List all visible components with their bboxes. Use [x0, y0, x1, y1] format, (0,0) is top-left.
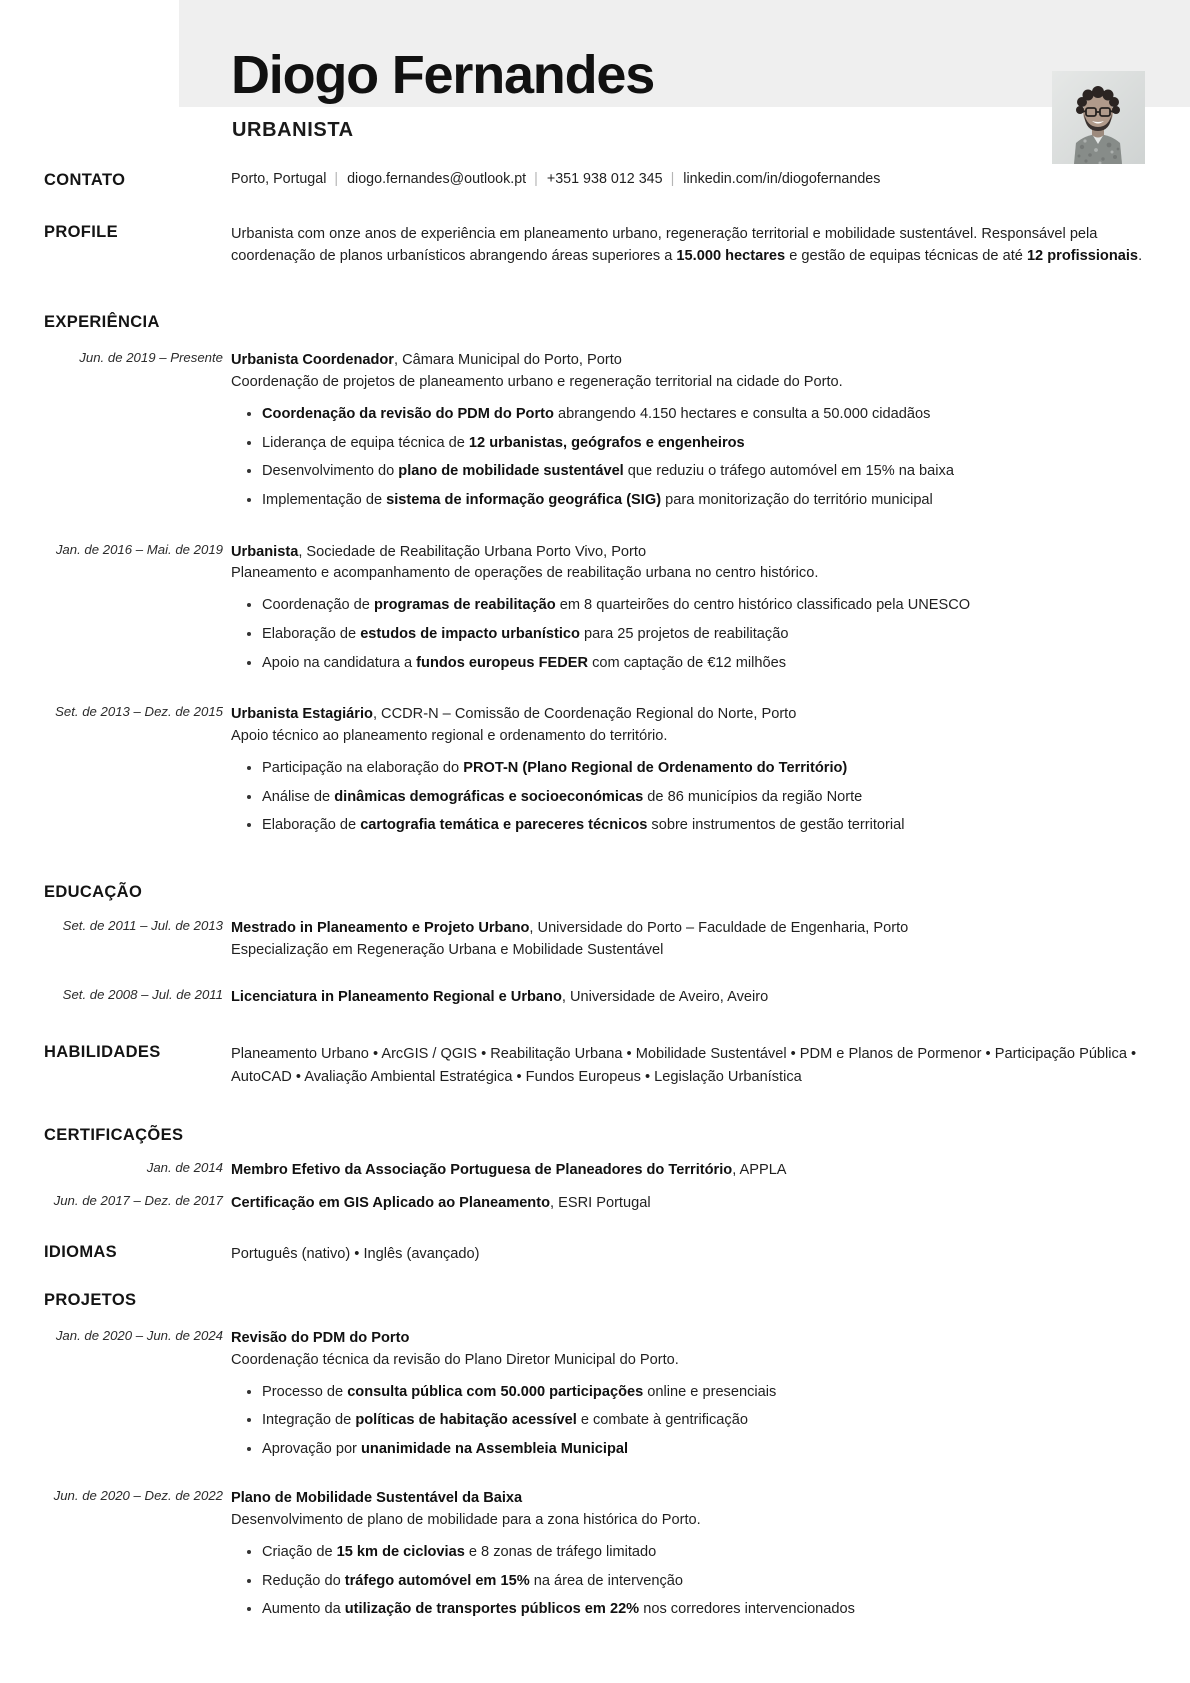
habilidades-content	[231, 1043, 1190, 1087]
list-item	[262, 814, 1148, 837]
section-label-experiencia: EXPERIÊNCIA	[44, 313, 160, 332]
entry-summary: Coordenação de projetos de planeamento urbano e regeneração territorial na cidade do Porto.	[231, 374, 843, 391]
entry-title	[231, 918, 1148, 940]
contact-separator-icon: |	[334, 171, 339, 187]
bullet-text: Elaboração de	[262, 625, 361, 642]
entry-title-rest: , Universidade do Porto – Faculdade de Engenharia, Porto	[529, 919, 909, 936]
section-label-profile-col	[0, 223, 231, 242]
list-item	[262, 594, 1148, 617]
entry-date-col	[0, 704, 231, 719]
bullet-text: Aumento da	[262, 1601, 345, 1618]
section-label-habilidades-col	[0, 1043, 231, 1062]
entry-bullet-list	[231, 403, 1148, 511]
certification-entry	[0, 1193, 1190, 1215]
bullet-emphasis: dinâmicas demográficas e socioeconómicas	[334, 788, 644, 805]
education-entry	[0, 918, 1190, 962]
educacao-entries	[0, 918, 1190, 1009]
entry-bullet-list	[231, 1381, 1148, 1461]
bullet-emphasis: unanimidade na Assembleia Municipal	[360, 1440, 629, 1457]
bullet-text: Criação de	[262, 1544, 337, 1561]
profile-text-a: Urbanista com onze anos de experiência em planeamento urbano, regeneração territorial e mobilidade sustentável. Responsável pela coordenação de planos urbanísticos abrangendo áreas superiores a	[231, 226, 1098, 265]
experience-entry	[0, 350, 1190, 511]
section-label-experiencia-col	[0, 313, 231, 332]
list-item	[262, 1438, 1148, 1461]
entry-content	[231, 1193, 1190, 1215]
list-item	[262, 786, 1148, 809]
contact-location: Porto, Portugal	[231, 171, 327, 187]
entry-title-rest: , Sociedade de Reabilitação Urbana Porto Vivo, Porto	[298, 543, 647, 560]
section-idiomas	[0, 1243, 1190, 1265]
bullet-emphasis: plano de mobilidade sustentável	[398, 463, 624, 480]
experiencia-entries	[0, 350, 1190, 836]
profile-summary	[231, 223, 1148, 267]
bullet-emphasis: PROT-N (Plano Regional de Ordenamento do Território)	[463, 759, 848, 776]
section-label-certificacoes: CERTIFICAÇÕES	[44, 1125, 184, 1144]
bullet-text: Aprovação por	[262, 1440, 361, 1457]
entry-title-rest: , APPLA	[732, 1161, 787, 1178]
entry-title	[231, 1328, 1148, 1350]
contact-separator-icon: |	[670, 171, 675, 187]
contact-phone[interactable]: +351 938 012 345	[546, 171, 663, 187]
entry-content	[231, 918, 1190, 962]
certificacoes-entries	[0, 1160, 1190, 1215]
bullet-text: Integração de	[262, 1412, 356, 1429]
languages-list: Português (nativo) • Inglês (avançado)	[231, 1245, 480, 1262]
bullet-text: e 8 zonas de tráfego limitado	[464, 1544, 657, 1561]
bullet-emphasis: cartografia temática e pareceres técnicos	[360, 817, 648, 834]
resume-body	[0, 171, 1190, 1621]
bullet-text: nos corredores intervencionados	[639, 1601, 855, 1618]
list-item	[262, 623, 1148, 646]
bullet-text: Redução do	[262, 1572, 345, 1589]
bullet-emphasis: programas de reabilitação	[373, 597, 556, 614]
entry-title-main: Certificação em GIS Aplicado ao Planeamento	[231, 1194, 550, 1211]
profile-text-d: 12 profissionais	[1026, 248, 1139, 265]
entry-date: Jan. de 2020 – Jun. de 2024	[55, 1327, 223, 1343]
profile-content	[231, 223, 1190, 267]
entry-title-main: Urbanista Estagiário	[231, 706, 373, 723]
entry-title-rest: , Câmara Municipal do Porto, Porto	[393, 352, 622, 369]
bullet-emphasis: fundos europeus FEDER	[416, 654, 589, 671]
contact-separator-icon: |	[534, 171, 538, 187]
entry-date-col	[0, 1193, 231, 1208]
entry-content	[231, 542, 1190, 675]
bullet-text: abrangendo 4.150 hectares e consulta a 50.000 cidadãos	[553, 406, 931, 423]
bullet-text: Desenvolvimento do	[262, 463, 399, 480]
bullet-text: com captação de €12 milhões	[588, 654, 787, 671]
entry-title	[231, 1488, 1148, 1510]
section-label-idiomas-col	[0, 1243, 231, 1262]
bullet-text: em 8 quarteirões do centro histórico classificado pela UNESCO	[555, 597, 971, 614]
idiomas-content	[231, 1243, 1190, 1265]
list-item	[262, 460, 1148, 483]
entry-title-main: Urbanista Coordenador	[231, 352, 394, 369]
entry-title-main: Membro Efetivo da Associação Portuguesa de Planeadores do Território	[231, 1161, 733, 1178]
experience-entry	[0, 704, 1190, 837]
entry-date-col	[0, 918, 231, 933]
list-item	[262, 1409, 1148, 1432]
bullet-text: Processo de	[262, 1383, 348, 1400]
bullet-text: Análise de	[262, 788, 335, 805]
entry-summary: Planeamento e acompanhamento de operações de reabilitação urbana no centro histórico.	[231, 565, 819, 582]
entry-bullet-list	[231, 1541, 1148, 1621]
entry-content	[231, 1328, 1190, 1461]
bullet-emphasis: Coordenação da revisão do PDM do Porto	[262, 406, 554, 423]
certification-entry	[0, 1160, 1190, 1182]
section-habilidades	[0, 1043, 1190, 1087]
bullet-text: que reduziu o tráfego automóvel em 15% na baixa	[623, 463, 954, 480]
entry-summary: Desenvolvimento de plano de mobilidade para a zona histórica do Porto.	[231, 1512, 701, 1529]
section-heading-projetos	[0, 1291, 1190, 1310]
entry-summary: Apoio técnico ao planeamento regional e ordenamento do território.	[231, 728, 668, 745]
bullet-emphasis: 15 km de ciclovias	[336, 1544, 465, 1561]
entry-date-col	[0, 1328, 231, 1343]
list-item	[262, 403, 1148, 426]
section-label-projetos-col	[0, 1291, 231, 1310]
bullet-emphasis: estudos de impacto urbanístico	[360, 625, 580, 642]
entry-title-main: Mestrado in Planeamento e Projeto Urbano	[231, 919, 530, 936]
contato-content	[231, 171, 1190, 187]
bullet-text: sobre instrumentos de gestão territorial	[647, 817, 905, 834]
section-profile	[0, 223, 1190, 267]
entry-content	[231, 350, 1190, 511]
bullet-emphasis: consulta pública com 50.000 participações	[347, 1383, 644, 1400]
skills-list: Planeamento Urbano • ArcGIS / QGIS • Reabilitação Urbana • Mobilidade Sustentável • PDM e Planos de Pormenor • Participação Pública • AutoCAD • Avaliação Ambiental Estratégica • Fundos Europeus • Legislação Urbanística	[231, 1046, 1137, 1085]
contact-email[interactable]: diogo.fernandes@outlook.pt	[347, 171, 527, 187]
entry-date-col	[0, 350, 231, 365]
resume-header	[0, 0, 1190, 163]
entry-title-rest: , ESRI Portugal	[550, 1194, 651, 1211]
entry-title-main: Plano de Mobilidade Sustentável da Baixa	[231, 1490, 523, 1507]
entry-title	[231, 1160, 1148, 1182]
bullet-emphasis: sistema de informação geográfica (SIG)	[386, 491, 662, 508]
bullet-emphasis: tráfego automóvel em 15%	[344, 1572, 530, 1589]
section-label-contato-col	[0, 171, 231, 190]
entry-content	[231, 1488, 1190, 1621]
education-entry	[0, 987, 1190, 1009]
entry-date: Set. de 2011 – Jul. de 2013	[62, 917, 223, 933]
bullet-text: e combate à gentrificação	[576, 1412, 748, 1429]
bullet-text: Liderança de equipa técnica de	[262, 434, 469, 451]
bullet-text: online e presenciais	[643, 1383, 777, 1400]
entry-date-col	[0, 542, 231, 557]
entry-content	[231, 704, 1190, 837]
profile-text-c: e gestão de equipas técnicas de até	[785, 248, 1027, 265]
entry-summary: Coordenação técnica da revisão do Plano Diretor Municipal do Porto.	[231, 1351, 679, 1368]
section-label-educacao-col	[0, 883, 231, 902]
section-label-projetos: PROJETOS	[44, 1290, 137, 1309]
entry-bullet-list	[231, 757, 1148, 837]
job-role-subtitle: URBANISTA	[232, 119, 354, 141]
bullet-text: Coordenação de	[262, 597, 374, 614]
section-label-contato: CONTATO	[44, 171, 126, 189]
entry-date-col	[0, 987, 231, 1002]
section-label-idiomas: IDIOMAS	[44, 1242, 118, 1261]
page-title: Diogo Fernandes	[231, 45, 655, 105]
section-heading-certificacoes	[0, 1126, 1190, 1145]
section-label-habilidades: HABILIDADES	[44, 1043, 161, 1062]
list-item	[262, 757, 1148, 780]
bullet-text: Implementação de	[262, 491, 387, 508]
list-item	[262, 1598, 1148, 1621]
bullet-text: para 25 projetos de reabilitação	[579, 625, 789, 642]
section-label-educacao: EDUCAÇÃO	[44, 882, 143, 901]
entry-title	[231, 542, 1148, 564]
entry-date: Jan. de 2016 – Mai. de 2019	[55, 541, 223, 557]
entry-date-col	[0, 1488, 231, 1503]
bullet-text: Participação na elaboração do	[262, 759, 464, 776]
avatar	[1052, 71, 1145, 164]
entry-title-rest: , CCDR-N – Comissão de Coordenação Regional do Norte, Porto	[372, 706, 797, 723]
bullet-emphasis: 12 urbanistas, geógrafos e engenheiros	[468, 434, 745, 451]
bullet-text: para monitorização do território municipal	[661, 491, 933, 508]
entry-date: Set. de 2008 – Jul. de 2011	[62, 986, 223, 1002]
list-item	[262, 1541, 1148, 1564]
entry-date: Set. de 2013 – Dez. de 2015	[55, 704, 223, 720]
bullet-text: de 86 municípios da região Norte	[643, 788, 863, 805]
entry-bullet-list	[231, 594, 1148, 674]
entry-title	[231, 987, 1148, 1009]
profile-text-e: .	[1138, 248, 1143, 265]
entry-title-main: Urbanista	[231, 543, 299, 560]
projetos-entries	[0, 1328, 1190, 1621]
entry-title-main: Revisão do PDM do Porto	[231, 1329, 410, 1346]
section-label-certificacoes-col	[0, 1126, 231, 1145]
section-label-profile: PROFILE	[44, 223, 118, 241]
contact-linkedin[interactable]: linkedin.com/in/diogofernandes	[683, 171, 881, 187]
experience-entry	[0, 542, 1190, 675]
bullet-emphasis: políticas de habitação acessível	[355, 1412, 577, 1429]
list-item	[262, 432, 1148, 455]
entry-date: Jan. de 2014	[146, 1159, 223, 1175]
entry-summary: Especialização em Regeneração Urbana e Mobilidade Sustentável	[231, 941, 664, 958]
list-item	[262, 652, 1148, 675]
entry-title	[231, 350, 1148, 372]
section-heading-experiencia	[0, 313, 1190, 332]
entry-date-col	[0, 1160, 231, 1175]
entry-date: Jun. de 2017 – Dez. de 2017	[53, 1192, 223, 1208]
list-item	[262, 1381, 1148, 1404]
entry-title	[231, 1193, 1148, 1215]
profile-text-b: 15.000 hectares	[676, 248, 786, 265]
entry-title-main: Licenciatura in Planeamento Regional e Urbano	[231, 988, 562, 1005]
entry-date: Jun. de 2020 – Dez. de 2022	[53, 1488, 223, 1504]
contact-line	[231, 171, 1148, 187]
entry-content	[231, 987, 1190, 1009]
bullet-text: na área de intervenção	[529, 1572, 684, 1589]
bullet-emphasis: utilização de transportes públicos em 22%	[344, 1601, 640, 1618]
entry-date: Jun. de 2019 – Presente	[79, 350, 223, 366]
list-item	[262, 1570, 1148, 1593]
list-item	[262, 489, 1148, 512]
entry-title-rest: , Universidade de Aveiro, Aveiro	[561, 988, 769, 1005]
bullet-text: Apoio na candidatura a	[262, 654, 417, 671]
profile-photo-icon	[1052, 71, 1145, 164]
project-entry	[0, 1328, 1190, 1461]
section-heading-educacao	[0, 883, 1190, 902]
entry-content	[231, 1160, 1190, 1182]
entry-title	[231, 704, 1148, 726]
section-contato	[0, 171, 1190, 190]
project-entry	[0, 1488, 1190, 1621]
bullet-text: Elaboração de	[262, 817, 361, 834]
